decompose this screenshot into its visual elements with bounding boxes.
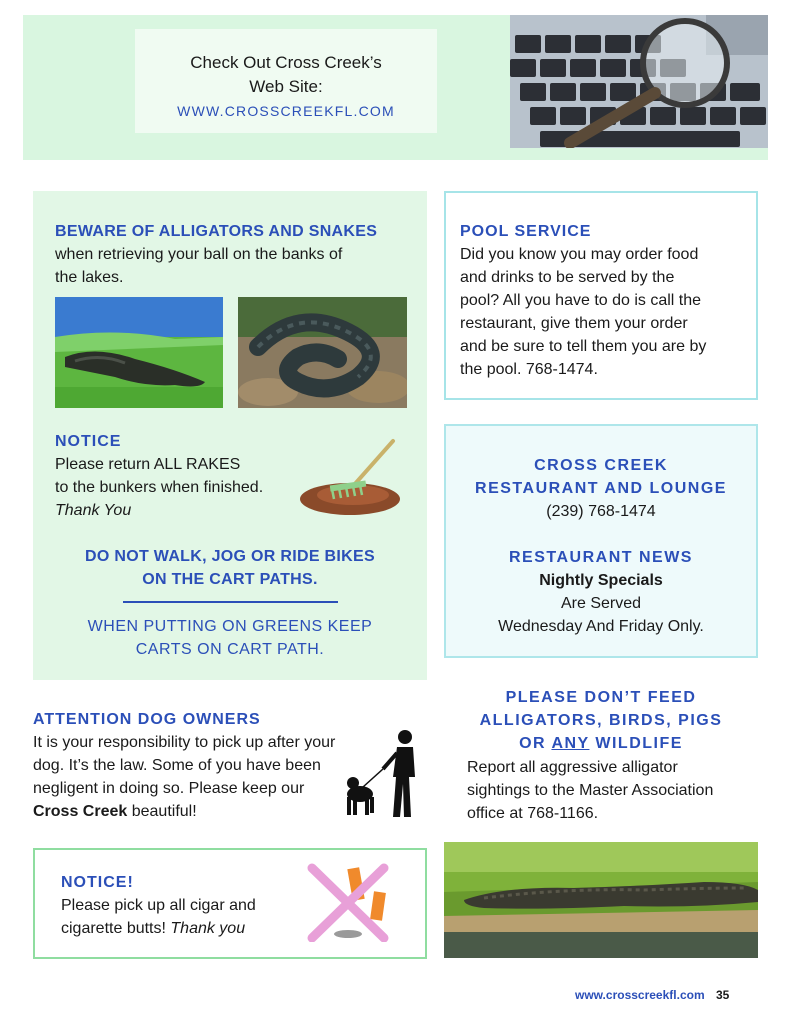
rake-icon	[298, 437, 404, 519]
restaurant-name-2: RESTAURANT AND LOUNGE	[475, 480, 727, 497]
rakes-thank-you: Thank You	[55, 502, 132, 519]
greens-line-2: CARTS ON CART PATH.	[135, 641, 325, 658]
greens-line-1: WHEN PUTTING ON GREENS KEEP	[87, 618, 373, 635]
alligator-line-1: when retrieving your ball on the banks of	[55, 246, 343, 263]
report-alligator	[467, 756, 757, 825]
cig-heading: NOTICE!	[61, 874, 134, 891]
rakes-line-2: to the bunkers when finished.	[55, 479, 264, 496]
cig-line-2a: cigarette butts!	[61, 920, 171, 937]
banner-line-1: Check Out Cross Creek’s	[190, 53, 382, 72]
laptop-magnifier-photo	[510, 15, 768, 148]
rakes-notice	[55, 431, 305, 522]
feed-line-2: ALLIGATORS, BIRDS, PIGS	[479, 712, 723, 729]
feed-line-3c: WILDLIFE	[589, 735, 683, 752]
feed-line-3a: OR	[519, 735, 552, 752]
feed-line-1: PLEASE DON’T FEED	[505, 689, 697, 706]
alligator-warning	[55, 221, 415, 289]
cig-thank-you: Thank you	[170, 920, 246, 937]
no-smoking-icon	[306, 862, 391, 942]
dog-walker-icon	[343, 729, 427, 819]
cart-path-line-2: ON THE CART PATHS.	[142, 571, 318, 588]
divider	[123, 601, 338, 603]
dog-line-2: dog. It’s the law. Some of you have been	[33, 757, 321, 774]
cig-line-2	[61, 917, 301, 940]
rakes-line-1: Please return ALL RAKES	[55, 456, 241, 473]
report-line-3: office at 768-1166.	[467, 805, 599, 822]
feed-line-3	[444, 732, 758, 755]
pool-line-4: restaurant, give them your order	[460, 315, 688, 332]
restaurant-phone: (239) 768-1474	[546, 503, 656, 520]
dog-line-1: It is your responsibility to pick up after your	[33, 734, 336, 751]
specials-line-3: Wednesday And Friday Only.	[498, 618, 704, 635]
website-callout	[135, 29, 437, 133]
pool-line-5: and be sure to tell them you are by	[460, 338, 707, 355]
restaurant-news-heading: RESTAURANT NEWS	[509, 549, 693, 566]
dog-owners-notice	[33, 709, 378, 823]
page-footer	[575, 988, 729, 1002]
pool-line-2: and drinks to be served by the	[460, 269, 675, 286]
dog-line-4	[33, 800, 378, 823]
nightly-specials: Nightly Specials	[539, 572, 663, 589]
website-link[interactable]: WWW.CROSSCREEKFL.COM	[177, 103, 395, 119]
cross-creek-bold: Cross Creek	[33, 803, 128, 820]
cart-path-line-1: DO NOT WALK, JOG OR RIDE BIKES	[85, 548, 375, 565]
banner-line-2: Web Site:	[249, 77, 323, 96]
report-line-2: sightings to the Master Association	[467, 782, 714, 799]
dog-heading: ATTENTION DOG OWNERS	[33, 711, 261, 728]
cig-line-1: Please pick up all cigar and	[61, 897, 256, 914]
alligator-on-bank-photo	[444, 842, 758, 958]
snake-photo	[238, 297, 407, 408]
specials-line-2: Are Served	[560, 595, 642, 612]
cart-path-warning	[33, 545, 427, 591]
feed-any: ANY	[551, 735, 590, 752]
restaurant-box	[444, 424, 758, 658]
dont-feed-warning	[444, 686, 758, 755]
greens-warning	[33, 615, 427, 661]
cigarette-notice	[61, 872, 301, 940]
report-line-1: Report all aggressive alligator	[467, 759, 678, 776]
footer-url[interactable]: www.crosscreekfl.com	[575, 988, 705, 1002]
alligator-line-2: the lakes.	[55, 269, 124, 286]
rakes-heading: NOTICE	[55, 433, 122, 450]
dog-line-3: negligent in doing so. Please keep our	[33, 780, 305, 797]
pool-line-3: pool? All you have to do is call the	[460, 292, 702, 309]
pool-service-box	[444, 191, 758, 400]
page-number: 35	[715, 988, 730, 1002]
alligator-photo	[55, 297, 223, 408]
restaurant-name-1: CROSS CREEK	[534, 457, 668, 474]
pool-line-6: the pool. 768-1474.	[460, 361, 598, 378]
alligator-heading: BEWARE OF ALLIGATORS AND SNAKES	[55, 223, 378, 240]
pool-heading: POOL SERVICE	[460, 223, 592, 240]
dog-line-4-rest: beautiful!	[127, 803, 197, 820]
pool-line-1: Did you know you may order food	[460, 246, 699, 263]
